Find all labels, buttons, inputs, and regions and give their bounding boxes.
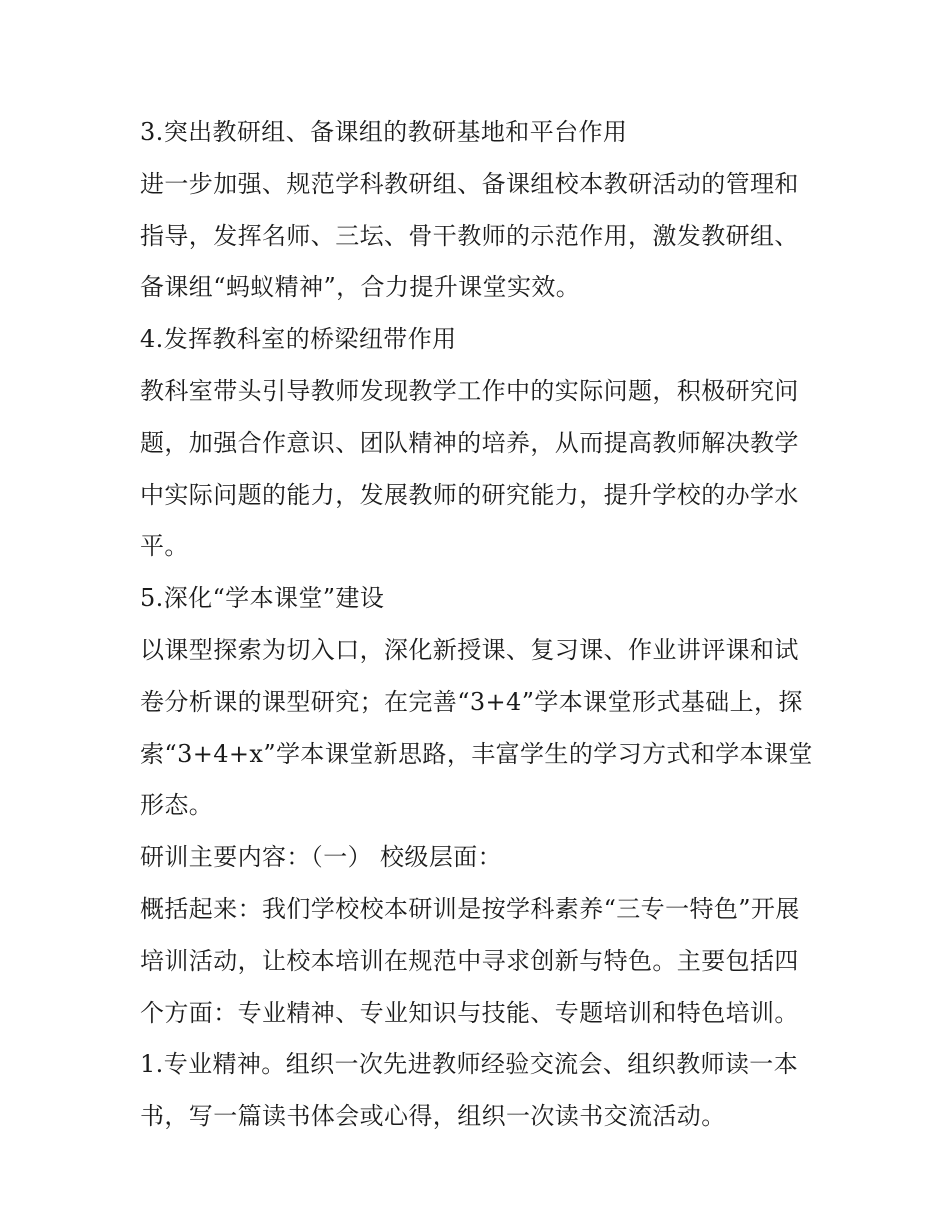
heading-5: 5.深化“学本课堂”建设 [140, 584, 385, 613]
paragraph-line: 书，写一篇读书体会或心得，组织一次读书交流活动。 [140, 1102, 726, 1131]
paragraph-line: 个方面：专业精神、专业知识与技能、专题培训和特色培训。 [140, 998, 799, 1027]
paragraph-line: 形态。 [140, 791, 214, 820]
list-item-1: 1.专业精神。组织一次先进教师经验交流会、组织教师读一本 [140, 1050, 799, 1079]
paragraph-line: 题，加强合作意识、团队精神的培养，从而提高教师解决教学 [140, 428, 799, 457]
paragraph-line: 进一步加强、规范学科教研组、备课组校本教研活动的管理和 [140, 169, 799, 198]
paragraph-line: 卷分析课的课型研究；在完善“3+4”学本课堂形式基础上，探 [140, 687, 803, 716]
paragraph-line: 中实际问题的能力，发展教师的研究能力，提升学校的办学水 [140, 480, 799, 509]
paragraph-line: 备课组“蚂蚁精神”，合力提升课堂实效。 [140, 273, 581, 302]
paragraph-line: 培训活动，让校本培训在规范中寻求创新与特色。主要包括四 [140, 946, 799, 975]
paragraph-line: 以课型探索为切入口，深化新授课、复习课、作业讲评课和试 [140, 635, 799, 664]
section-heading: 研训主要内容：（一） 校级层面： [140, 843, 503, 872]
paragraph-line: 概括起来：我们学校校本研训是按学科素养“三专一特色”开展 [140, 894, 800, 923]
paragraph-line: 平。 [140, 532, 189, 561]
paragraph-line: 教科室带头引导教师发现教学工作中的实际问题，积极研究问 [140, 376, 799, 405]
paragraph-line: 指导，发挥名师、三坛、骨干教师的示范作用，激发教研组、 [140, 221, 799, 250]
heading-4: 4.发挥教科室的桥梁纽带作用 [140, 325, 457, 354]
paragraph-line: 索“3+4+x”学本课堂新思路，丰富学生的学习方式和学本课堂 [140, 739, 813, 768]
document-page [140, 107, 820, 1143]
heading-3: 3.突出教研组、备课组的教研基地和平台作用 [140, 118, 628, 146]
